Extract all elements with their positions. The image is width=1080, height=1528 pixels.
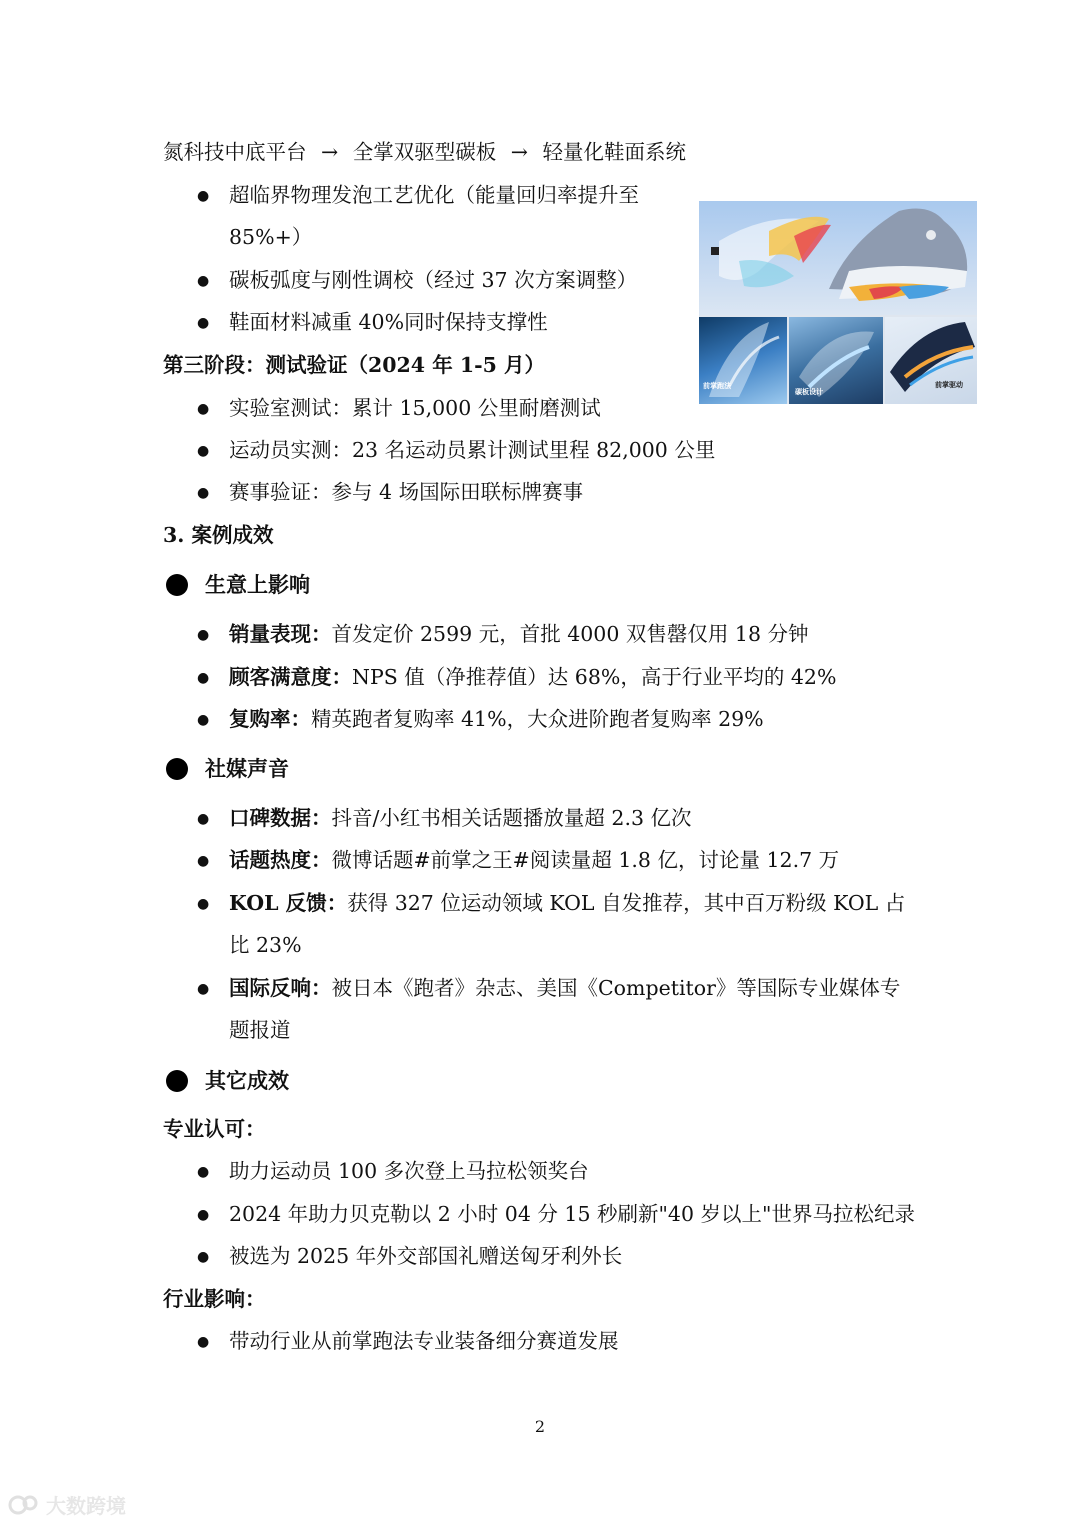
list-item <box>229 704 764 734</box>
list-item: 鞋面材料减重 40%同时保持支撑性 <box>229 310 548 334</box>
tech-flow-line <box>163 137 686 167</box>
item-label: 销量表现 <box>229 622 311 646</box>
product-image <box>699 201 977 404</box>
shoe-hero-image <box>699 201 977 315</box>
heading-bullet-icon <box>166 574 188 596</box>
item-colon: ： <box>311 622 332 646</box>
item-colon: ： <box>290 707 311 731</box>
panel-caption: 前掌跑法 <box>703 382 731 390</box>
item-text: 首发定价 2599 元，首批 4000 双售罄仅用 18 分钟 <box>331 622 809 646</box>
heading-bullet-icon <box>166 1070 188 1092</box>
bullet-icon: ● <box>197 401 210 417</box>
feature-panel-2 <box>789 317 883 404</box>
watermark-text: 大数跨境 <box>46 1494 126 1518</box>
item-text: NPS 值（净推荐值）达 68%，高于行业平均的 42% <box>352 665 837 689</box>
bullet-icon: ● <box>197 485 210 501</box>
bullet-icon: ● <box>197 896 210 912</box>
list-item <box>229 973 900 1003</box>
list-item-continuation: 题报道 <box>229 1018 291 1042</box>
page-number: 2 <box>534 1417 546 1436</box>
item-colon: ： <box>311 848 332 872</box>
list-item <box>229 888 905 918</box>
bullet-icon: ● <box>197 1207 210 1223</box>
item-colon: ： <box>311 806 332 830</box>
item-label: 口碑数据 <box>229 806 311 830</box>
list-item <box>229 619 809 649</box>
list-item <box>229 845 839 875</box>
list-item <box>229 803 692 833</box>
feature-panel-3 <box>885 317 977 404</box>
item-text: 微博话题#前掌之王#阅读量超 1.8 亿，讨论量 12.7 万 <box>331 848 840 872</box>
item-text: 获得 327 位运动领域 KOL 自发推荐，其中百万粉级 KOL 占 <box>347 891 906 915</box>
item-label: 复购率 <box>229 707 291 731</box>
flow-step-2: 全掌双驱型碳板 <box>352 140 497 164</box>
list-item <box>229 662 836 692</box>
item-label: KOL 反馈 <box>229 891 327 915</box>
list-item: 2024 年助力贝克勒以 2 小时 04 分 15 秒刷新"40 岁以上"世界马拉松纪录 <box>229 1202 915 1226</box>
bullet-icon: ● <box>197 1249 210 1265</box>
list-item: 带动行业从前掌跑法专业装备细分赛道发展 <box>229 1329 619 1353</box>
business-heading: 生意上影响 <box>205 572 310 597</box>
panel-caption: 碳板设计 <box>795 388 823 396</box>
bullet-icon: ● <box>197 627 210 643</box>
bullet-icon: ● <box>197 443 210 459</box>
list-item: 超临界物理发泡工艺优化（能量回归率提升至 <box>229 183 639 207</box>
item-text: 精英跑者复购率 41%，大众进阶跑者复购率 29% <box>311 707 764 731</box>
social-heading: 社媒声音 <box>205 756 289 781</box>
subsection-title: 行业影响： <box>163 1287 266 1311</box>
subsection-title: 专业认可： <box>163 1117 266 1141</box>
bullet-icon: ● <box>197 1334 210 1350</box>
stage3-title: 第三阶段：测试验证（2024 年 1-5 月） <box>163 353 546 377</box>
bullet-icon: ● <box>197 712 210 728</box>
arrow-icon: → <box>510 140 528 164</box>
list-item: 助力运动员 100 多次登上马拉松领奖台 <box>229 1159 589 1183</box>
bullet-icon: ● <box>197 811 210 827</box>
list-item-continuation: 比 23% <box>229 933 302 957</box>
bullet-icon: ● <box>197 670 210 686</box>
arrow-icon: → <box>321 140 339 164</box>
flow-step-3: 轻量化鞋面系统 <box>542 140 686 164</box>
heading-bullet-icon <box>166 758 188 780</box>
item-label: 顾客满意度 <box>229 665 332 689</box>
other-heading: 其它成效 <box>205 1068 289 1093</box>
watermark <box>8 1490 126 1519</box>
panel-caption: 前掌驱动 <box>935 381 963 389</box>
item-colon: ： <box>326 891 348 915</box>
list-item: 赛事验证：参与 4 场国际田联标牌赛事 <box>229 480 584 504</box>
bullet-icon: ● <box>197 273 210 289</box>
watermark-logo-icon <box>8 1494 42 1516</box>
item-colon: ： <box>331 665 352 689</box>
bullet-icon: ● <box>197 188 210 204</box>
list-item: 实验室测试：累计 15,000 公里耐磨测试 <box>229 396 601 420</box>
list-item-continuation: 85%+） <box>229 225 313 249</box>
item-text: 抖音/小红书相关话题播放量超 2.3 亿次 <box>331 806 692 830</box>
item-colon: ： <box>311 976 332 1000</box>
section-title: 3. 案例成效 <box>163 523 274 547</box>
flow-step-1: 氮科技中底平台 <box>163 140 307 164</box>
item-text: 被日本《跑者》杂志、美国《Competitor》等国际专业媒体专 <box>331 976 901 1000</box>
bullet-icon: ● <box>197 981 210 997</box>
list-item: 碳板弧度与刚性调校（经过 37 次方案调整） <box>229 268 638 292</box>
item-label: 话题热度 <box>229 848 311 872</box>
feature-panel-1 <box>699 317 787 404</box>
item-label: 国际反响 <box>229 976 311 1000</box>
bullet-icon: ● <box>197 315 210 331</box>
bullet-icon: ● <box>197 1164 210 1180</box>
list-item: 运动员实测：23 名运动员累计测试里程 82,000 公里 <box>229 438 716 462</box>
list-item: 被选为 2025 年外交部国礼赠送匈牙利外长 <box>229 1244 623 1268</box>
bullet-icon: ● <box>197 853 210 869</box>
